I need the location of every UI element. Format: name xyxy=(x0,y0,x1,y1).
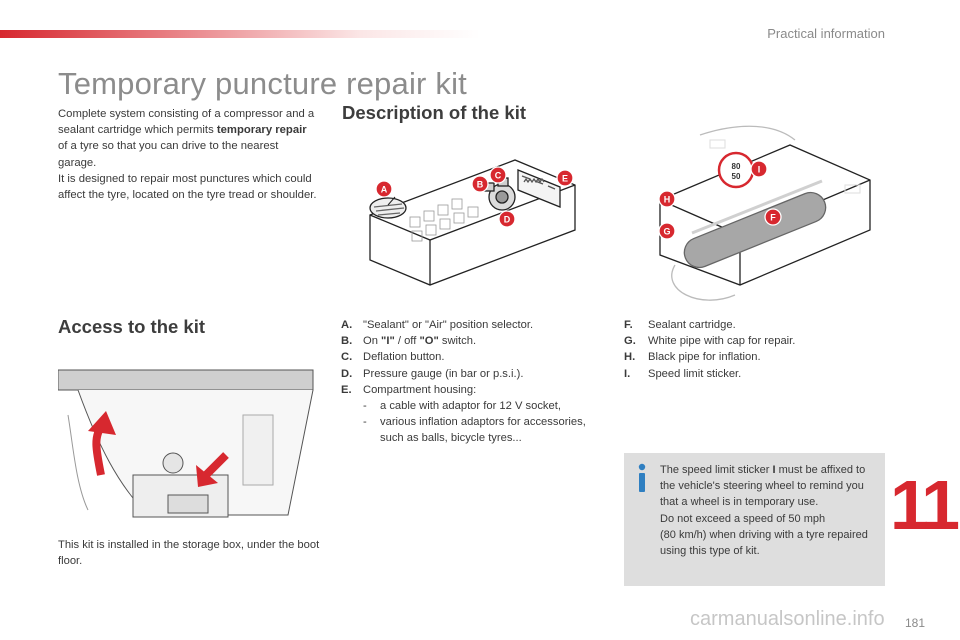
intro-paragraph-1: Complete system consisting of a compressor and a sealant cartridge which permits temporary repair of a tyre so that you can drive to the nearest garage. xyxy=(58,108,315,169)
intro-paragraph-2: It is designed to repair most punctures which could affect the tyre, located on the tyre tread or shoulder. xyxy=(58,172,317,202)
sticker-80: 80 xyxy=(731,162,741,171)
callout-a: A xyxy=(380,184,388,195)
callout-b: B xyxy=(476,179,484,190)
list-item-g: G. White pipe with cap for repair. xyxy=(624,335,796,348)
boot-storage-illustration xyxy=(58,345,318,525)
watermark: carmanualsonline.info xyxy=(690,608,885,630)
callout-e: E xyxy=(561,173,569,184)
access-caption: This kit is installed in the storage box, under the boot floor. xyxy=(58,539,320,568)
intro-text xyxy=(58,106,318,203)
list-subitem: - a cable with adaptor for 12 V socket, xyxy=(363,400,561,413)
list-item-h: H. Black pipe for inflation. xyxy=(624,351,761,364)
description-list-right xyxy=(624,317,874,382)
info-box-text: The speed limit sticker I must be affixed to the vehicle's steering wheel to remind you that a wheel is in temporary use. Do not exceed a speed of 50 mph (80 km/h) when driving with a tyre repaired using this type of kit. xyxy=(660,464,868,558)
callout-h: H xyxy=(663,194,671,205)
access-heading: Access to the kit xyxy=(58,316,206,337)
list-item-a: A. "Sealant" or "Air" position selector. xyxy=(341,319,534,331)
callout-d: D xyxy=(503,214,511,225)
list-item-c: C. Deflation button. xyxy=(341,351,445,364)
callout-f: F xyxy=(770,212,776,223)
callout-g: G xyxy=(663,226,671,237)
list-subitem: - various inflation adaptors for accessories, such as balls, bicycle tyres... xyxy=(363,416,586,445)
compressor-kit-illustration xyxy=(350,145,600,295)
callout-i: I xyxy=(757,164,761,175)
info-icon xyxy=(635,463,649,493)
section-label: Practical information xyxy=(767,26,885,41)
description-heading: Description of the kit xyxy=(342,102,526,123)
page-title: Temporary puncture repair kit xyxy=(58,66,467,101)
callout-c: C xyxy=(494,170,502,181)
list-item-f: F. Sealant cartridge. xyxy=(624,319,736,331)
chapter-number: 11 xyxy=(890,466,956,544)
header-accent-bar xyxy=(0,30,480,38)
info-box xyxy=(624,453,885,586)
sticker-50: 50 xyxy=(731,172,741,181)
description-list-left xyxy=(341,317,586,447)
list-item-d: D. Pressure gauge (in bar or p.s.i.). xyxy=(341,367,524,380)
sealant-cartridge-illustration xyxy=(640,105,880,315)
list-item-b: B. On "I" / off "O" switch. xyxy=(341,335,477,348)
page-number: 181 xyxy=(905,616,926,630)
list-item-i: I. Speed limit sticker. xyxy=(624,367,742,380)
list-item-e: E. Compartment housing: xyxy=(341,383,477,396)
